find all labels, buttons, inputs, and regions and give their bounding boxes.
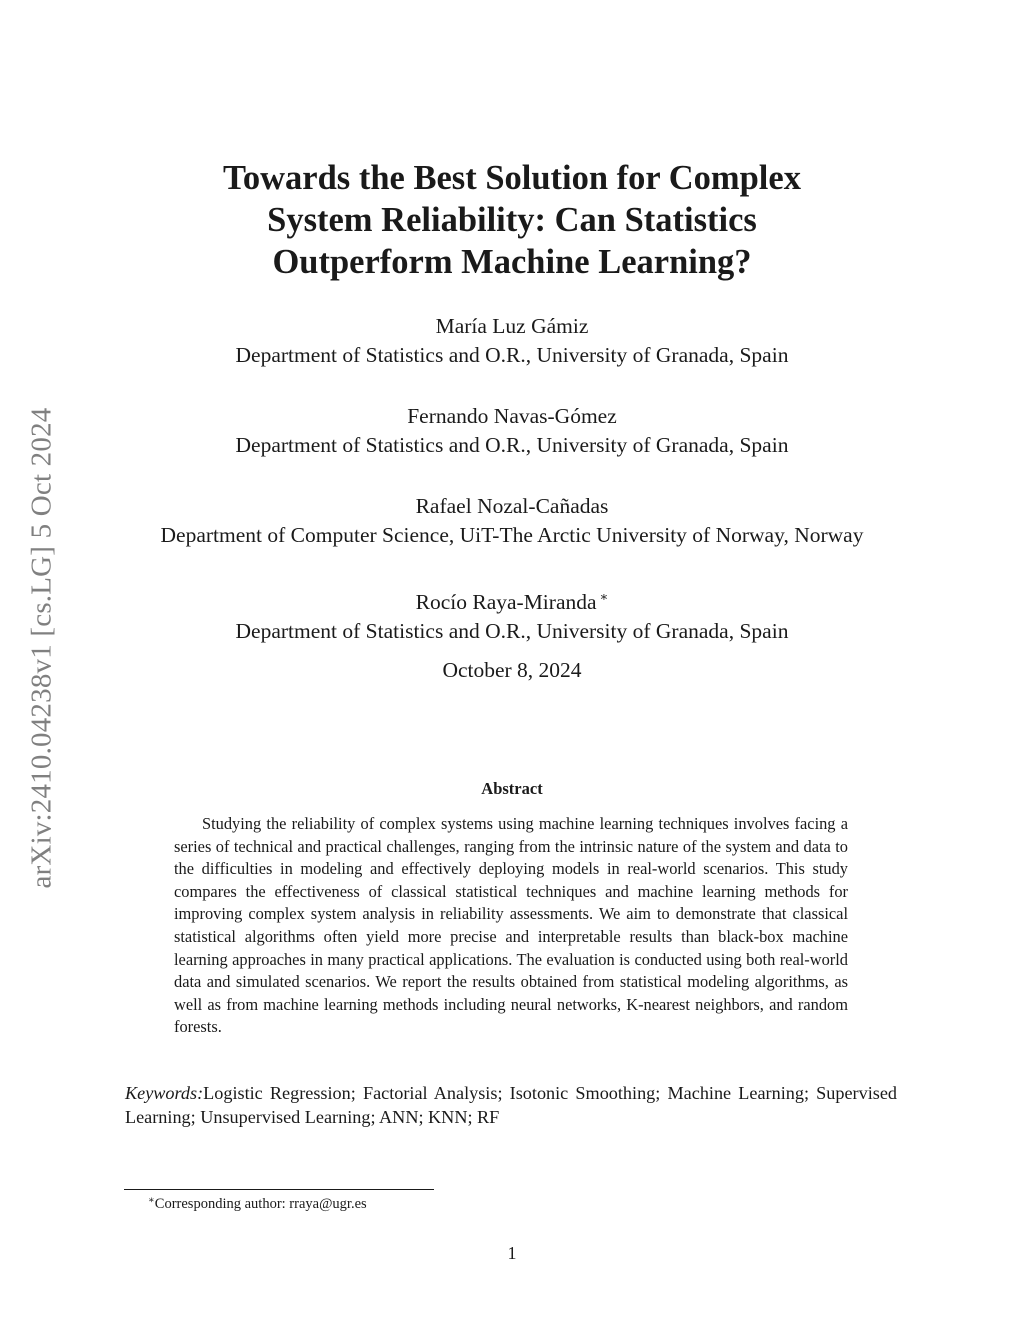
author-name: Fernando Navas-Gómez	[407, 404, 617, 428]
author-affiliation: Department of Computer Science, UiT-The Arctic University of Norway, Norway	[160, 523, 864, 547]
abstract-text: Studying the reliability of complex systems using machine learning techniques involves facing a series of technical and practical challenges, ranging from the intrinsic nature of the system and data to the difficulties in modeling and effectively deploying models in real-world scenarios. This study compares the effectiveness of classical statistical techniques and machine learning methods for improving complex system analysis in reliability assessments. We aim to demonstrate that classical statistical algorithms often yield more precise and interpretable results than black-box machine learning approaches in many practical applications. The evaluation is conducted using both real-world data and simulated scenarios. We report the results obtained from statistical modeling algorithms, as well as from machine learning methods including neural networks, K-nearest neighbors, and random forests.	[174, 814, 848, 1037]
abstract-heading: Abstract	[481, 779, 543, 798]
footnote-divider	[124, 1189, 434, 1190]
title-line: Outperform Machine Learning?	[272, 243, 752, 281]
author-affiliation: Department of Statistics and O.R., University of Granada, Spain	[235, 619, 789, 643]
author-name: María Luz Gámiz	[435, 314, 589, 338]
paper-title	[0, 157, 1024, 283]
footnote-marker: ∗	[148, 1195, 155, 1206]
keywords-label: Keywords:	[125, 1083, 204, 1103]
author-name: Rocío Raya-Miranda	[415, 590, 597, 614]
title-line: System Reliability: Can Statistics	[267, 201, 757, 239]
author-block	[0, 582, 1024, 646]
footnote-text: Corresponding author: rraya@ugr.es	[154, 1196, 367, 1212]
corresponding-author-marker: ∗	[599, 589, 609, 604]
author-name-line	[0, 582, 1024, 617]
arxiv-identifier-stamp: arXiv:2410.04238v1 [cs.LG] 5 Oct 2024	[25, 407, 58, 889]
author-block	[0, 402, 1024, 460]
publication-date: October 8, 2024	[442, 658, 582, 682]
author-block	[0, 492, 1024, 550]
footnote	[148, 1195, 367, 1213]
author-affiliation: Department of Statistics and O.R., University of Granada, Spain	[235, 343, 789, 367]
author-block	[0, 312, 1024, 370]
author-name: Rafael Nozal-Cañadas	[415, 494, 609, 518]
keywords-paragraph	[125, 1082, 897, 1129]
title-line: Towards the Best Solution for Complex	[223, 159, 801, 197]
keywords-text: Logistic Regression; Factorial Analysis; Isotonic Smoothing; Machine Learning; Supervised Learning; Unsupervised Learning; ANN; KNN; RF	[125, 1083, 897, 1127]
author-affiliation: Department of Statistics and O.R., University of Granada, Spain	[235, 433, 789, 457]
page-number: 1	[507, 1243, 517, 1263]
